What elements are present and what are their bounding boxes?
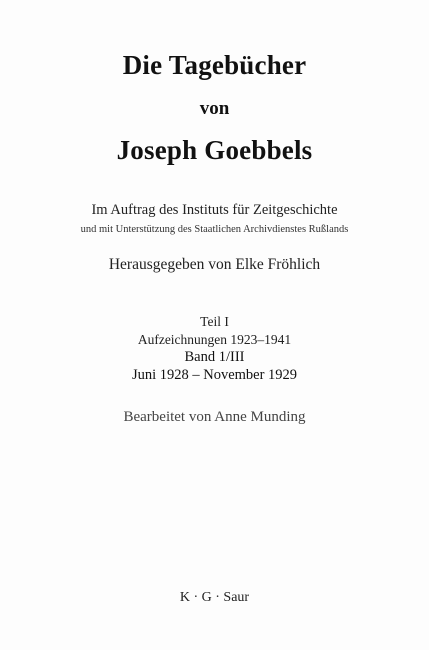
period-label: Juni 1928 – November 1929 <box>131 367 298 383</box>
part-label: Teil I <box>200 314 229 329</box>
processed-by: Bearbeitet von Anne Munding <box>123 409 306 425</box>
book-title-line-2: von <box>199 98 230 119</box>
commission-line-2: und mit Unterstützung des Staatlichen Archivdienstes Rußlands <box>80 224 349 235</box>
commission-line-1: Im Auftrag des Instituts für Zeitgeschichte <box>91 202 338 218</box>
band-label: Band 1/III <box>184 349 245 365</box>
book-title-line-3: Joseph Goebbels <box>116 135 313 165</box>
editor-credit: Herausgegeben von Elke Fröhlich <box>108 256 321 273</box>
records-label: Aufzeichnungen 1923–1941 <box>137 332 292 347</box>
publisher-imprint: K · G · Saur <box>179 590 250 605</box>
book-title-line-1: Die Tagebücher <box>122 50 307 80</box>
